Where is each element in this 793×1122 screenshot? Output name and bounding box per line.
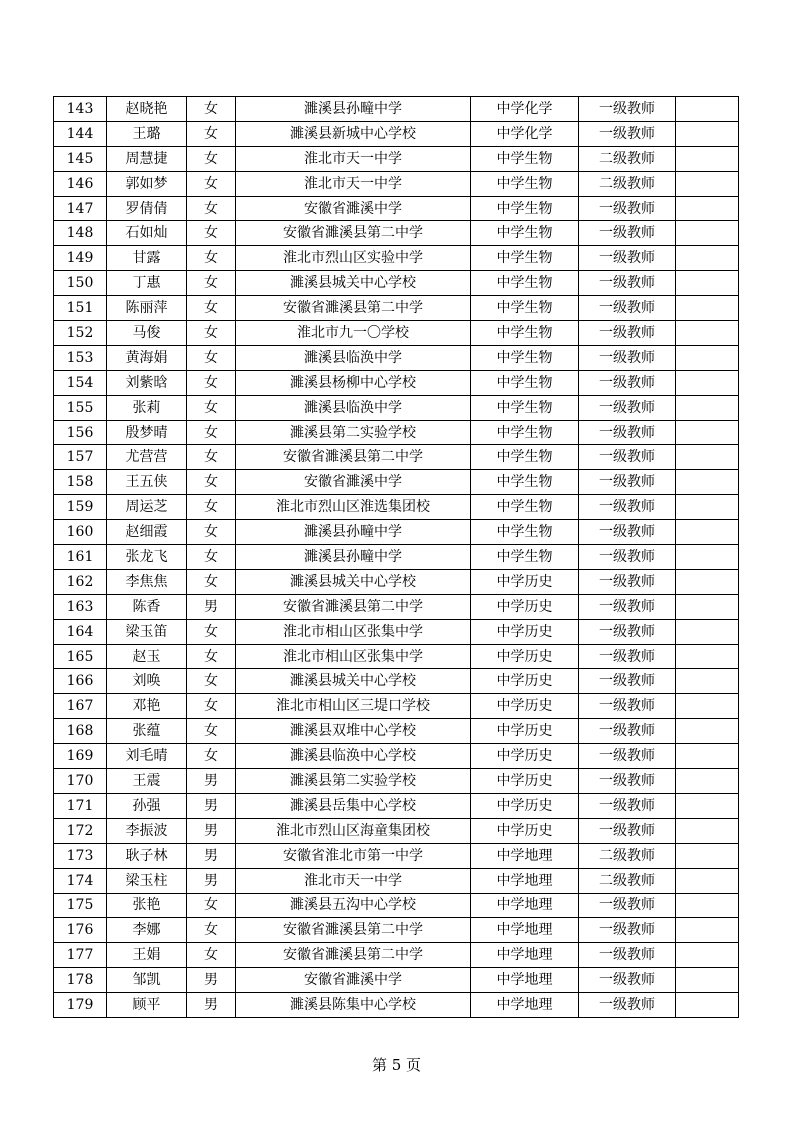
name-cell: 殷梦晴 <box>107 420 187 445</box>
row-number-cell: 153 <box>54 345 107 370</box>
table-row <box>54 370 739 395</box>
gender-cell: 女 <box>187 196 236 221</box>
gender-cell: 女 <box>187 520 236 545</box>
name-cell: 张龙飞 <box>107 545 187 570</box>
row-number-cell: 176 <box>54 918 107 943</box>
remark-cell <box>676 370 739 395</box>
row-number-cell: 145 <box>54 146 107 171</box>
title-cell: 一级教师 <box>579 694 676 719</box>
row-number-cell: 151 <box>54 296 107 321</box>
gender-cell: 女 <box>187 719 236 744</box>
name-cell: 梁玉柱 <box>107 868 187 893</box>
remark-cell <box>676 520 739 545</box>
subject-cell: 中学生物 <box>471 395 579 420</box>
school-cell: 安徽省濉溪县第二中学 <box>236 296 471 321</box>
table-row <box>54 321 739 346</box>
remark-cell <box>676 769 739 794</box>
remark-cell <box>676 171 739 196</box>
table-row <box>54 246 739 271</box>
table-row <box>54 171 739 196</box>
title-cell: 一级教师 <box>579 221 676 246</box>
subject-cell: 中学历史 <box>471 793 579 818</box>
table-row <box>54 545 739 570</box>
row-number-cell: 174 <box>54 868 107 893</box>
table-row <box>54 644 739 669</box>
title-cell: 一级教师 <box>579 271 676 296</box>
remark-cell <box>676 221 739 246</box>
title-cell: 一级教师 <box>579 993 676 1018</box>
remark-cell <box>676 619 739 644</box>
title-cell: 一级教师 <box>579 918 676 943</box>
name-cell: 郭如梦 <box>107 171 187 196</box>
title-cell: 一级教师 <box>579 719 676 744</box>
table-row <box>54 395 739 420</box>
table-row <box>54 296 739 321</box>
school-cell: 安徽省濉溪中学 <box>236 470 471 495</box>
title-cell: 二级教师 <box>579 146 676 171</box>
gender-cell: 女 <box>187 744 236 769</box>
school-cell: 濉溪县临涣中学 <box>236 345 471 370</box>
table-row <box>54 495 739 520</box>
gender-cell: 男 <box>187 818 236 843</box>
name-cell: 李振波 <box>107 818 187 843</box>
subject-cell: 中学地理 <box>471 968 579 993</box>
school-cell: 濉溪县临涣中心学校 <box>236 744 471 769</box>
school-cell: 濉溪县孙疃中学 <box>236 520 471 545</box>
school-cell: 濉溪县第二实验学校 <box>236 769 471 794</box>
gender-cell: 女 <box>187 943 236 968</box>
gender-cell: 女 <box>187 893 236 918</box>
school-cell: 安徽省淮北市第一中学 <box>236 843 471 868</box>
gender-cell: 女 <box>187 395 236 420</box>
subject-cell: 中学历史 <box>471 669 579 694</box>
row-number-cell: 154 <box>54 370 107 395</box>
table-row <box>54 843 739 868</box>
table-row <box>54 520 739 545</box>
title-cell: 一级教师 <box>579 644 676 669</box>
remark-cell <box>676 495 739 520</box>
gender-cell: 女 <box>187 569 236 594</box>
subject-cell: 中学历史 <box>471 769 579 794</box>
school-cell: 淮北市相山区张集中学 <box>236 619 471 644</box>
row-number-cell: 162 <box>54 569 107 594</box>
school-cell: 濉溪县双堆中心学校 <box>236 719 471 744</box>
name-cell: 黄海娟 <box>107 345 187 370</box>
gender-cell: 男 <box>187 594 236 619</box>
subject-cell: 中学历史 <box>471 594 579 619</box>
school-cell: 安徽省濉溪中学 <box>236 968 471 993</box>
row-number-cell: 156 <box>54 420 107 445</box>
title-cell: 一级教师 <box>579 345 676 370</box>
row-number-cell: 160 <box>54 520 107 545</box>
row-number-cell: 158 <box>54 470 107 495</box>
name-cell: 顾平 <box>107 993 187 1018</box>
school-cell: 淮北市天一中学 <box>236 146 471 171</box>
title-cell: 一级教师 <box>579 943 676 968</box>
table-row <box>54 569 739 594</box>
row-number-cell: 148 <box>54 221 107 246</box>
table-row <box>54 619 739 644</box>
row-number-cell: 149 <box>54 246 107 271</box>
school-cell: 濉溪县孙疃中学 <box>236 545 471 570</box>
remark-cell <box>676 918 739 943</box>
table-row <box>54 769 739 794</box>
title-cell: 一级教师 <box>579 296 676 321</box>
remark-cell <box>676 694 739 719</box>
table-row <box>54 893 739 918</box>
table-row <box>54 744 739 769</box>
remark-cell <box>676 644 739 669</box>
subject-cell: 中学历史 <box>471 719 579 744</box>
remark-cell <box>676 296 739 321</box>
school-cell: 濉溪县城关中心学校 <box>236 669 471 694</box>
title-cell: 一级教师 <box>579 569 676 594</box>
subject-cell: 中学生物 <box>471 520 579 545</box>
name-cell: 王震 <box>107 769 187 794</box>
table-row <box>54 868 739 893</box>
remark-cell <box>676 793 739 818</box>
subject-cell: 中学生物 <box>471 345 579 370</box>
gender-cell: 男 <box>187 968 236 993</box>
remark-cell <box>676 594 739 619</box>
name-cell: 王璐 <box>107 121 187 146</box>
title-cell: 一级教师 <box>579 520 676 545</box>
title-cell: 一级教师 <box>579 594 676 619</box>
remark-cell <box>676 345 739 370</box>
title-cell: 二级教师 <box>579 171 676 196</box>
subject-cell: 中学地理 <box>471 943 579 968</box>
subject-cell: 中学地理 <box>471 993 579 1018</box>
name-cell: 周运芝 <box>107 495 187 520</box>
remark-cell <box>676 744 739 769</box>
subject-cell: 中学地理 <box>471 843 579 868</box>
school-cell: 淮北市烈山区海童集团校 <box>236 818 471 843</box>
name-cell: 赵细霞 <box>107 520 187 545</box>
table-row <box>54 345 739 370</box>
title-cell: 一级教师 <box>579 196 676 221</box>
subject-cell: 中学历史 <box>471 619 579 644</box>
gender-cell: 女 <box>187 370 236 395</box>
title-cell: 一级教师 <box>579 744 676 769</box>
name-cell: 刘毛晴 <box>107 744 187 769</box>
school-cell: 濉溪县陈集中心学校 <box>236 993 471 1018</box>
gender-cell: 女 <box>187 146 236 171</box>
title-cell: 一级教师 <box>579 968 676 993</box>
remark-cell <box>676 843 739 868</box>
school-cell: 濉溪县临涣中学 <box>236 395 471 420</box>
row-number-cell: 159 <box>54 495 107 520</box>
gender-cell: 女 <box>187 221 236 246</box>
remark-cell <box>676 893 739 918</box>
subject-cell: 中学生物 <box>471 246 579 271</box>
row-number-cell: 157 <box>54 445 107 470</box>
school-cell: 淮北市相山区三堤口学校 <box>236 694 471 719</box>
school-cell: 濉溪县杨柳中心学校 <box>236 370 471 395</box>
school-cell: 安徽省濉溪县第二中学 <box>236 221 471 246</box>
subject-cell: 中学生物 <box>471 470 579 495</box>
school-cell: 淮北市天一中学 <box>236 868 471 893</box>
title-cell: 一级教师 <box>579 769 676 794</box>
row-number-cell: 146 <box>54 171 107 196</box>
name-cell: 张艳 <box>107 893 187 918</box>
subject-cell: 中学历史 <box>471 644 579 669</box>
school-cell: 濉溪县城关中心学校 <box>236 569 471 594</box>
row-number-cell: 163 <box>54 594 107 619</box>
name-cell: 王五侠 <box>107 470 187 495</box>
name-cell: 陈丽萍 <box>107 296 187 321</box>
row-number-cell: 178 <box>54 968 107 993</box>
title-cell: 一级教师 <box>579 793 676 818</box>
row-number-cell: 170 <box>54 769 107 794</box>
name-cell: 甘露 <box>107 246 187 271</box>
school-cell: 安徽省濉溪县第二中学 <box>236 445 471 470</box>
name-cell: 孙强 <box>107 793 187 818</box>
row-number-cell: 155 <box>54 395 107 420</box>
subject-cell: 中学化学 <box>471 97 579 122</box>
title-cell: 一级教师 <box>579 818 676 843</box>
row-number-cell: 152 <box>54 321 107 346</box>
row-number-cell: 144 <box>54 121 107 146</box>
gender-cell: 女 <box>187 321 236 346</box>
subject-cell: 中学地理 <box>471 868 579 893</box>
gender-cell: 男 <box>187 868 236 893</box>
subject-cell: 中学地理 <box>471 918 579 943</box>
title-cell: 一级教师 <box>579 545 676 570</box>
subject-cell: 中学生物 <box>471 545 579 570</box>
gender-cell: 男 <box>187 793 236 818</box>
name-cell: 罗倩倩 <box>107 196 187 221</box>
title-cell: 一级教师 <box>579 495 676 520</box>
title-cell: 二级教师 <box>579 868 676 893</box>
school-cell: 安徽省濉溪县第二中学 <box>236 943 471 968</box>
title-cell: 一级教师 <box>579 420 676 445</box>
title-cell: 一级教师 <box>579 669 676 694</box>
subject-cell: 中学生物 <box>471 420 579 445</box>
table-row <box>54 97 739 122</box>
name-cell: 赵玉 <box>107 644 187 669</box>
gender-cell: 女 <box>187 171 236 196</box>
table-row <box>54 271 739 296</box>
table-row <box>54 121 739 146</box>
gender-cell: 男 <box>187 993 236 1018</box>
title-cell: 一级教师 <box>579 121 676 146</box>
name-cell: 李娜 <box>107 918 187 943</box>
table-row <box>54 445 739 470</box>
gender-cell: 女 <box>187 246 236 271</box>
row-number-cell: 166 <box>54 669 107 694</box>
subject-cell: 中学历史 <box>471 694 579 719</box>
gender-cell: 男 <box>187 769 236 794</box>
row-number-cell: 167 <box>54 694 107 719</box>
school-cell: 安徽省濉溪县第二中学 <box>236 594 471 619</box>
title-cell: 一级教师 <box>579 470 676 495</box>
roster-table <box>53 96 739 1018</box>
table-row <box>54 146 739 171</box>
subject-cell: 中学历史 <box>471 744 579 769</box>
table-row <box>54 420 739 445</box>
row-number-cell: 147 <box>54 196 107 221</box>
title-cell: 一级教师 <box>579 97 676 122</box>
remark-cell <box>676 545 739 570</box>
name-cell: 张莉 <box>107 395 187 420</box>
table-row <box>54 594 739 619</box>
gender-cell: 女 <box>187 644 236 669</box>
subject-cell: 中学生物 <box>471 370 579 395</box>
subject-cell: 中学生物 <box>471 146 579 171</box>
remark-cell <box>676 943 739 968</box>
name-cell: 陈香 <box>107 594 187 619</box>
remark-cell <box>676 321 739 346</box>
name-cell: 赵晓艳 <box>107 97 187 122</box>
school-cell: 濉溪县岳集中心学校 <box>236 793 471 818</box>
gender-cell: 女 <box>187 97 236 122</box>
subject-cell: 中学化学 <box>471 121 579 146</box>
row-number-cell: 171 <box>54 793 107 818</box>
table-row <box>54 196 739 221</box>
row-number-cell: 143 <box>54 97 107 122</box>
name-cell: 丁惠 <box>107 271 187 296</box>
row-number-cell: 168 <box>54 719 107 744</box>
title-cell: 一级教师 <box>579 893 676 918</box>
row-number-cell: 161 <box>54 545 107 570</box>
school-cell: 濉溪县新城中心学校 <box>236 121 471 146</box>
row-number-cell: 164 <box>54 619 107 644</box>
row-number-cell: 150 <box>54 271 107 296</box>
remark-cell <box>676 420 739 445</box>
school-cell: 濉溪县五沟中心学校 <box>236 893 471 918</box>
gender-cell: 女 <box>187 619 236 644</box>
gender-cell: 女 <box>187 121 236 146</box>
name-cell: 邹凯 <box>107 968 187 993</box>
row-number-cell: 165 <box>54 644 107 669</box>
subject-cell: 中学生物 <box>471 171 579 196</box>
table-row <box>54 793 739 818</box>
table-row <box>54 694 739 719</box>
school-cell: 淮北市烈山区实验中学 <box>236 246 471 271</box>
title-cell: 一级教师 <box>579 619 676 644</box>
table-row <box>54 943 739 968</box>
title-cell: 一级教师 <box>579 246 676 271</box>
table-row <box>54 470 739 495</box>
subject-cell: 中学生物 <box>471 321 579 346</box>
name-cell: 张蕴 <box>107 719 187 744</box>
gender-cell: 女 <box>187 495 236 520</box>
row-number-cell: 175 <box>54 893 107 918</box>
gender-cell: 女 <box>187 271 236 296</box>
remark-cell <box>676 968 739 993</box>
remark-cell <box>676 97 739 122</box>
gender-cell: 女 <box>187 470 236 495</box>
table-row <box>54 818 739 843</box>
name-cell: 刘紫晗 <box>107 370 187 395</box>
remark-cell <box>676 993 739 1018</box>
page-number: 第 5 页 <box>371 1056 422 1074</box>
remark-cell <box>676 569 739 594</box>
school-cell: 淮北市烈山区淮选集团校 <box>236 495 471 520</box>
title-cell: 一级教师 <box>579 445 676 470</box>
name-cell: 尤营营 <box>107 445 187 470</box>
remark-cell <box>676 121 739 146</box>
gender-cell: 女 <box>187 345 236 370</box>
gender-cell: 女 <box>187 296 236 321</box>
table-row <box>54 918 739 943</box>
school-cell: 安徽省濉溪县第二中学 <box>236 918 471 943</box>
remark-cell <box>676 818 739 843</box>
gender-cell: 女 <box>187 445 236 470</box>
remark-cell <box>676 146 739 171</box>
school-cell: 淮北市天一中学 <box>236 171 471 196</box>
table-row <box>54 719 739 744</box>
gender-cell: 女 <box>187 918 236 943</box>
row-number-cell: 172 <box>54 818 107 843</box>
gender-cell: 女 <box>187 545 236 570</box>
row-number-cell: 169 <box>54 744 107 769</box>
school-cell: 濉溪县第二实验学校 <box>236 420 471 445</box>
name-cell: 马俊 <box>107 321 187 346</box>
school-cell: 濉溪县城关中心学校 <box>236 271 471 296</box>
school-cell: 濉溪县孙疃中学 <box>236 97 471 122</box>
remark-cell <box>676 395 739 420</box>
subject-cell: 中学生物 <box>471 221 579 246</box>
table-row <box>54 221 739 246</box>
roster-body <box>54 97 739 1018</box>
subject-cell: 中学生物 <box>471 196 579 221</box>
name-cell: 李焦焦 <box>107 569 187 594</box>
remark-cell <box>676 246 739 271</box>
gender-cell: 女 <box>187 420 236 445</box>
name-cell: 王娟 <box>107 943 187 968</box>
gender-cell: 女 <box>187 669 236 694</box>
remark-cell <box>676 868 739 893</box>
title-cell: 一级教师 <box>579 321 676 346</box>
school-cell: 安徽省濉溪中学 <box>236 196 471 221</box>
table-row <box>54 993 739 1018</box>
name-cell: 刘唤 <box>107 669 187 694</box>
subject-cell: 中学历史 <box>471 818 579 843</box>
remark-cell <box>676 271 739 296</box>
subject-cell: 中学历史 <box>471 569 579 594</box>
remark-cell <box>676 196 739 221</box>
subject-cell: 中学生物 <box>471 495 579 520</box>
name-cell: 梁玉笛 <box>107 619 187 644</box>
name-cell: 周慧捷 <box>107 146 187 171</box>
school-cell: 淮北市九一〇学校 <box>236 321 471 346</box>
gender-cell: 女 <box>187 694 236 719</box>
gender-cell: 男 <box>187 843 236 868</box>
row-number-cell: 179 <box>54 993 107 1018</box>
name-cell: 邓艳 <box>107 694 187 719</box>
remark-cell <box>676 719 739 744</box>
school-cell: 淮北市相山区张集中学 <box>236 644 471 669</box>
title-cell: 一级教师 <box>579 370 676 395</box>
name-cell: 耿子林 <box>107 843 187 868</box>
subject-cell: 中学生物 <box>471 445 579 470</box>
row-number-cell: 177 <box>54 943 107 968</box>
title-cell: 一级教师 <box>579 395 676 420</box>
table-row <box>54 968 739 993</box>
remark-cell <box>676 470 739 495</box>
subject-cell: 中学生物 <box>471 271 579 296</box>
row-number-cell: 173 <box>54 843 107 868</box>
remark-cell <box>676 669 739 694</box>
subject-cell: 中学地理 <box>471 893 579 918</box>
subject-cell: 中学生物 <box>471 296 579 321</box>
name-cell: 石如灿 <box>107 221 187 246</box>
remark-cell <box>676 445 739 470</box>
table-row <box>54 669 739 694</box>
title-cell: 二级教师 <box>579 843 676 868</box>
